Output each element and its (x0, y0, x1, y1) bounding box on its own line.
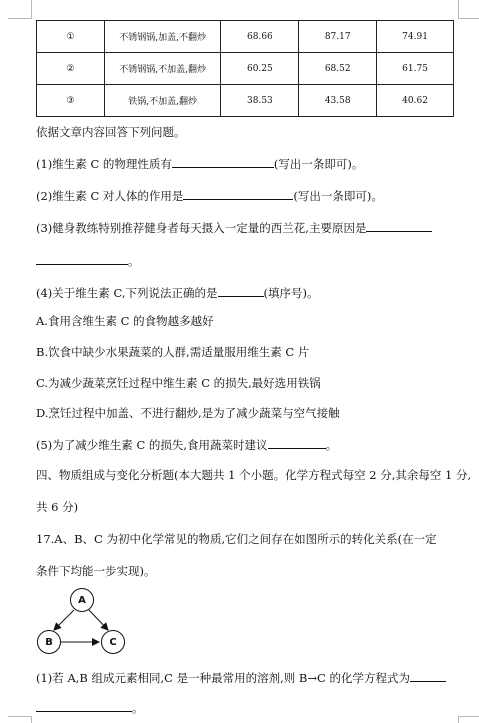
question-3-end: 。 (128, 254, 140, 268)
section-4-title: 四、物质组成与变化分析题(本大题共 1 个小题。化学方程式每空 2 分,其余每空 1 分, (36, 468, 472, 482)
answer-blank-1[interactable] (172, 156, 274, 168)
question-17-part-1-text: (1)若 A,B 组成元素相同,C 是一种最常用的溶剂,则 B→C 的化学方程式为 (36, 671, 410, 685)
question-3-continued (36, 253, 140, 269)
table-cell-value: 61.75 (377, 53, 454, 85)
question-3-text: (3)健身教练特别推荐健身者每天摄入一定量的西兰花,主要原因是 (36, 221, 367, 235)
table-row (37, 53, 454, 85)
table-row (37, 21, 454, 53)
answer-blank-5[interactable] (268, 437, 326, 449)
table-cell-no: ② (37, 53, 105, 85)
question-1 (36, 156, 363, 172)
section-4-title-continued: 共 6 分) (36, 500, 79, 514)
corner-mark-bottom-right-v (458, 716, 459, 723)
diagram-node-c: C (101, 630, 125, 654)
table-cell-value: 43.58 (299, 85, 377, 117)
answer-blank-2[interactable] (183, 188, 293, 200)
question-4 (36, 285, 318, 301)
question-4-note: (填序号)。 (263, 286, 319, 300)
vitamin-c-table (36, 20, 454, 117)
question-17-part-1-continued (36, 700, 144, 716)
answer-blank-3b[interactable] (36, 253, 128, 265)
question-4-text: (4)关于维生素 C,下列说法正确的是 (36, 286, 218, 300)
answer-blank-17-1b[interactable] (36, 700, 132, 712)
question-2-text: (2)维生素 C 对人体的作用是 (36, 189, 184, 203)
question-2 (36, 188, 383, 204)
arrow-a-to-b (54, 610, 74, 630)
corner-mark-bottom-right-h (458, 716, 479, 717)
table-cell-no: ① (37, 21, 105, 53)
table-cell-value: 68.66 (221, 21, 299, 53)
answer-blank-17-1a[interactable] (410, 670, 446, 682)
option-b: B.饮食中缺少水果蔬菜的人群,需适量服用维生素 C 片 (36, 345, 310, 359)
option-c: C.为减少蔬菜烹饪过程中维生素 C 的损失,最好选用铁锅 (36, 376, 321, 390)
question-intro: 依据文章内容回答下列问题。 (36, 125, 186, 139)
question-5-text: (5)为了减少维生素 C 的损失,食用蔬菜时建议 (36, 438, 268, 452)
corner-mark-bottom-left-v (31, 716, 32, 723)
table-cell-no: ③ (37, 85, 105, 117)
table-cell-method: 不锈钢锅,加盖,不翻炒 (104, 21, 221, 53)
question-17-part-1-end: 。 (132, 701, 144, 715)
question-3 (36, 220, 432, 236)
question-17: 17.A、B、C 为初中化学常见的物质,它们之间存在如图所示的转化关系(在一定 (36, 532, 437, 546)
table-cell-value: 38.53 (221, 85, 299, 117)
question-1-text: (1)维生素 C 的物理性质有 (36, 157, 172, 171)
arrow-a-to-c (89, 610, 108, 630)
question-5 (36, 437, 337, 453)
table-cell-method: 铁锅,不加盖,翻炒 (104, 85, 221, 117)
table-cell-method: 不锈钢锅,不加盖,翻炒 (104, 53, 221, 85)
diagram-node-a: A (70, 588, 94, 612)
table-cell-value: 87.17 (299, 21, 377, 53)
table-cell-value: 68.52 (299, 53, 377, 85)
corner-mark-top-right-v (458, 0, 459, 18)
corner-mark-bottom-left-h (8, 716, 32, 717)
question-17-part-1 (36, 670, 446, 686)
table-cell-value: 60.25 (221, 53, 299, 85)
corner-mark-top-right-h (458, 18, 479, 19)
question-2-note: (写出一条即可)。 (293, 189, 383, 203)
table-cell-value: 40.62 (377, 85, 454, 117)
table-cell-value: 74.91 (377, 21, 454, 53)
question-5-end: 。 (325, 438, 338, 452)
answer-blank-4[interactable] (218, 285, 264, 297)
question-17-continued: 条件下均能一步实现)。 (36, 564, 156, 578)
corner-mark-top-left-h (8, 18, 32, 19)
question-1-note: (写出一条即可)。 (273, 157, 364, 171)
answer-blank-3a[interactable] (366, 220, 432, 232)
option-d: D.烹饪过程中加盖、不进行翻炒,是为了减少蔬菜与空气接触 (36, 406, 340, 420)
option-a: A.食用含维生素 C 的食物越多越好 (36, 314, 214, 328)
corner-mark-top-left-v (31, 0, 32, 18)
diagram-node-b: B (37, 630, 61, 654)
table-row (37, 85, 454, 117)
